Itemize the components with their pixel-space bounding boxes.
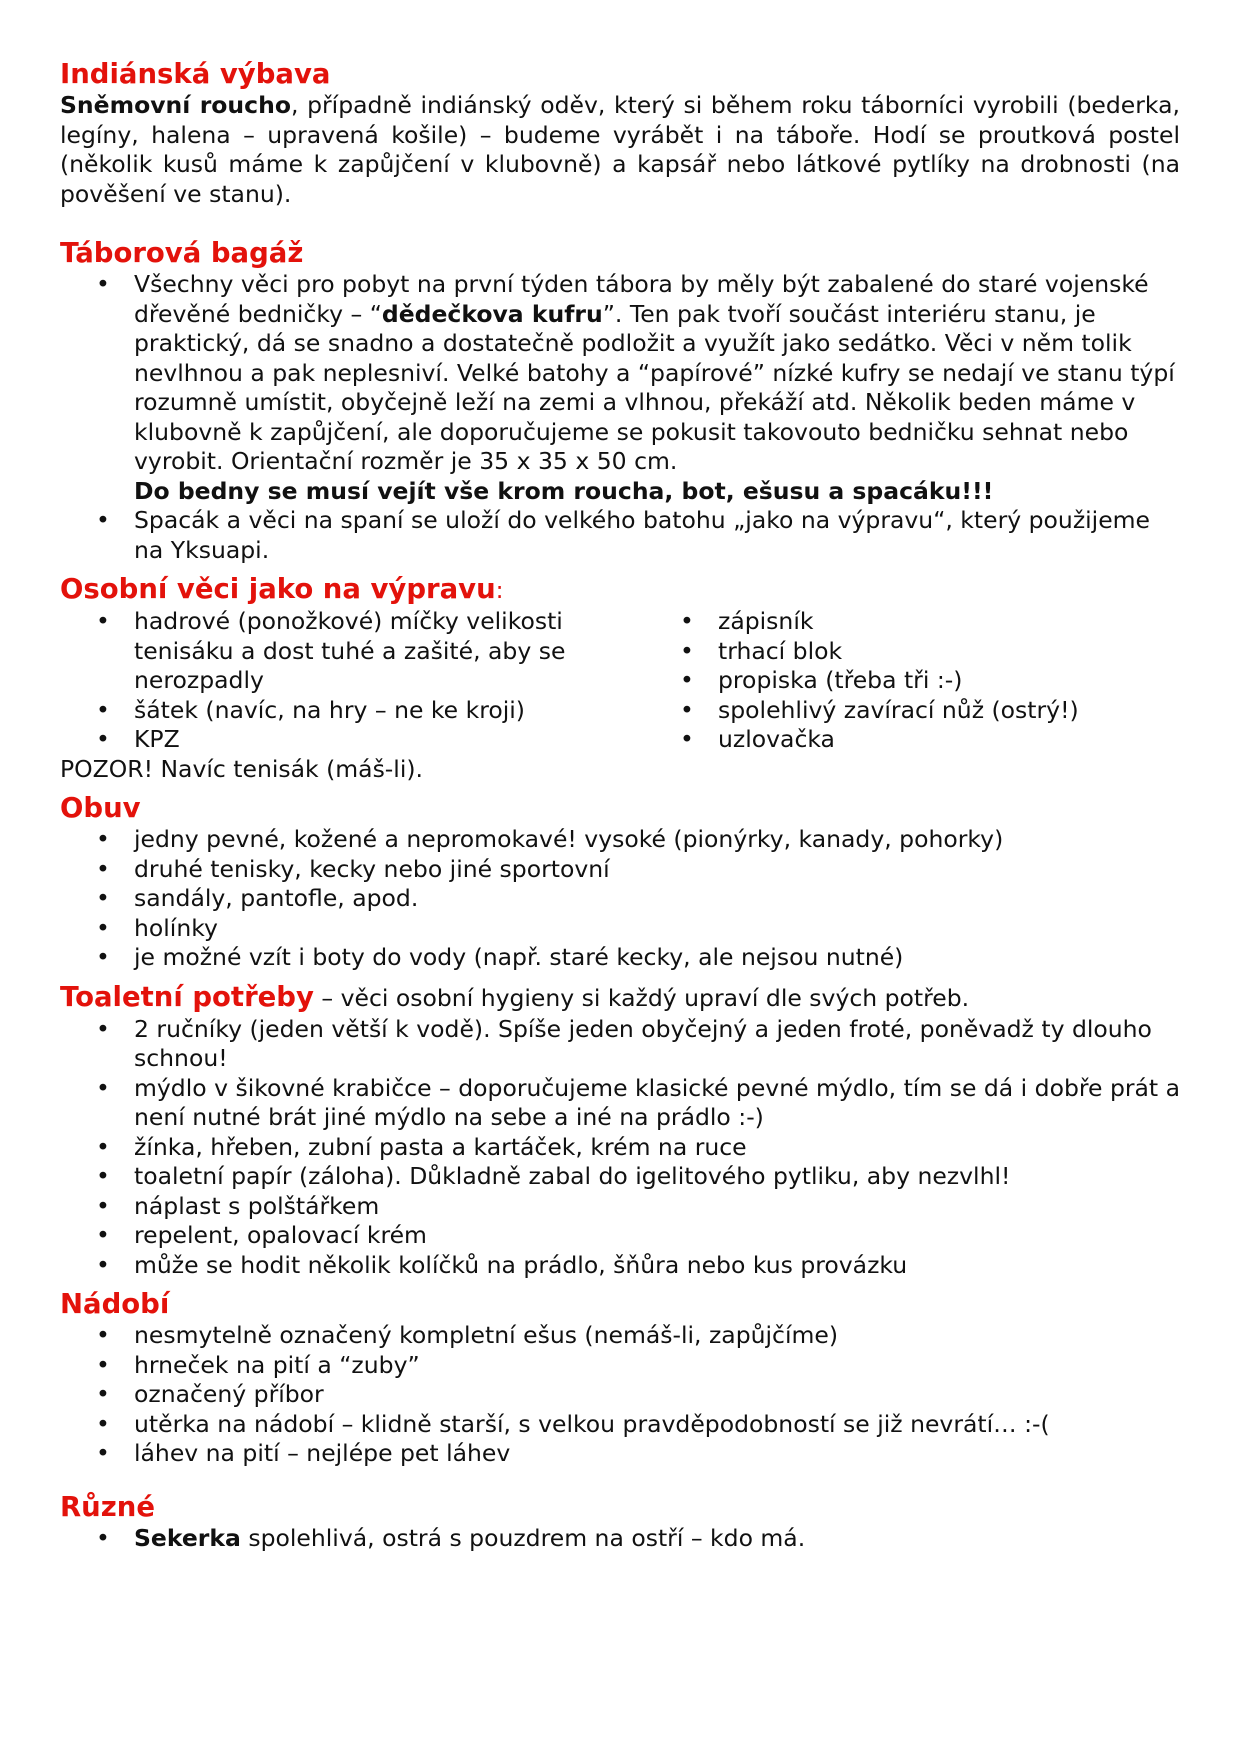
list-item bbox=[60, 1524, 1180, 1554]
list-item: • jedny pevné, kožené a nepromokavé! vysoké (pionýrky, kanady, pohorky) bbox=[60, 825, 1180, 855]
section-heading: Různé bbox=[60, 1490, 155, 1523]
item-text: ”. Ten pak tvoří součást interiéru stanu, je praktický, dá se snadno a dostatečně podložit a využít jako sedátko. Věci v něm tolik nevlhnou a pak neplesniví. Velké batohy a “papírové” nízké kufry se nedají ve stanu týpí rozumně umístit, obyčejně leží na zemi a vlhnou, překáží atd. Několik beden máme v klubovně k zapůjčení, ale doporučujeme se pokusit takovouto bedničku sehnat nebo vyrobit. Orientační rozměr je 35 x 35 x 50 cm. bbox=[134, 299, 1175, 475]
item-text: Všechny věci pro pobyt na první týden tábora by měly být zabalené do staré vojenské dřevěné bedničky – “ bbox=[134, 270, 1149, 328]
list-item: • označený příbor bbox=[60, 1380, 1180, 1410]
list-item: • může se hodit několik kolíčků na prádlo, šňůra nebo kus provázku bbox=[60, 1251, 1180, 1281]
heading-colon: : bbox=[495, 576, 504, 604]
list-item: • repelent, opalovací krém bbox=[60, 1221, 1180, 1251]
section-camp-baggage bbox=[60, 237, 1180, 565]
list-item: • propiska (třeba tři :-) bbox=[644, 666, 1180, 696]
list-item: • utěrka na nádobí – klidně starší, s velkou pravděpodobností se již nevrátí… :-( bbox=[60, 1410, 1180, 1440]
warning-text: Do bedny se musí vejít vše krom roucha, bot, ešusu a spacáku!!! bbox=[134, 476, 994, 505]
list-item: • sandály, pantofle, apod. bbox=[60, 884, 1180, 914]
heading-text: Osobní věci jako na výpravu bbox=[60, 573, 496, 605]
bullet-list bbox=[60, 1321, 1180, 1469]
list-item: • trhací blok bbox=[644, 637, 1180, 667]
section-shoes bbox=[60, 792, 1180, 973]
list-item bbox=[60, 270, 1180, 506]
list-item: • Spacák a věci na spaní se uloží do velkého batohu „jako na výpravu“, který použijeme na Yksuapi. bbox=[60, 506, 1180, 565]
section-heading bbox=[60, 573, 1180, 607]
list-item: • toaletní papír (záloha). Důkladně zabal do igelitového pytliku, aby nezvlhl! bbox=[60, 1162, 1180, 1192]
list-item: • hrneček na pití a “zuby” bbox=[60, 1351, 1180, 1381]
list-item: • uzlovačka bbox=[644, 725, 1180, 755]
section-heading: Indiánská výbava bbox=[60, 58, 331, 90]
bullet-list bbox=[60, 825, 1180, 973]
bullet-list-left bbox=[60, 607, 644, 755]
list-item: • žínka, hřeben, zubní pasta a kartáček, krém na ruce bbox=[60, 1133, 1180, 1163]
bold-term: Sekerka bbox=[134, 1523, 241, 1552]
list-item: • 2 ručníky (jeden větší k vodě). Spíše jeden obyčejný a jeden froté, poněvadž ty dlouho schnou! bbox=[60, 1015, 1180, 1074]
section-heading: Nádobí bbox=[60, 1288, 170, 1320]
list-item: • náplast s polštářkem bbox=[60, 1192, 1180, 1222]
heading-text: Toaletní potřeby bbox=[60, 980, 314, 1013]
list-item: • druhé tenisky, kecky nebo jiné sportovní bbox=[60, 855, 1180, 885]
section-dishes bbox=[60, 1288, 1180, 1469]
paragraph bbox=[60, 91, 1180, 209]
bold-term: Sněmovní roucho bbox=[60, 91, 291, 119]
list-item: • mýdlo v šikovné krabičce – doporučujeme klasické pevné mýdlo, tím se dá i dobře prát a není nutné brát jiné mýdlo na sebe a iné na prádlo :-) bbox=[60, 1074, 1180, 1133]
list-item: • nesmytelně označený kompletní ešus (nemáš-li, zapůjčíme) bbox=[60, 1321, 1180, 1351]
bullet-list bbox=[60, 1015, 1180, 1281]
section-personal-items bbox=[60, 573, 1180, 784]
document-content bbox=[60, 58, 1180, 1553]
section-heading: Obuv bbox=[60, 792, 141, 824]
bullet-list bbox=[60, 1524, 1180, 1554]
note-text: POZOR! Navíc tenisák (máš-li). bbox=[60, 754, 423, 783]
two-column-list bbox=[60, 607, 1180, 755]
paragraph-text: , případně indiánský oděv, který si během roku táborníci vyrobili (bederka, legíny, halena – upravená košile) – budeme vyrábět i na táboře. Hodí se proutková postel (několik kusů máme k zapůjčení v klubovně) a kapsář nebo látkové pytlíky na drobnosti (na pověšení ve stanu). bbox=[60, 91, 1180, 208]
heading-description: – věci osobní hygieny si každý upraví dle svých potřeb. bbox=[313, 983, 970, 1012]
bold-term: dědečkova kufru bbox=[381, 299, 603, 328]
list-item: • zápisník bbox=[644, 607, 1180, 637]
list-item: • láhev na pití – nejlépe pet láhev bbox=[60, 1439, 1180, 1469]
list-item: • je možné vzít i boty do vody (např. staré kecky, ale nejsou nutné) bbox=[60, 943, 1180, 973]
list-item: • hadrové (ponožkové) míčky velikosti tenisáku a dost tuhé a zašité, aby se nerozpadly bbox=[60, 607, 644, 696]
list-item: • KPZ bbox=[60, 725, 644, 755]
section-heading: Táborová bagáž bbox=[60, 237, 304, 269]
list-item: • holínky bbox=[60, 914, 1180, 944]
item-text: spolehlivá, ostrá s pouzdrem na ostří – kdo má. bbox=[240, 1523, 806, 1552]
section-toiletries bbox=[60, 981, 1180, 1281]
bullet-list bbox=[60, 270, 1180, 565]
list-item: • spolehlivý zavírací nůž (ostrý!) bbox=[644, 696, 1180, 726]
bullet-list-right bbox=[644, 607, 1180, 755]
section-indian-gear bbox=[60, 58, 1180, 209]
list-item: • šátek (navíc, na hry – ne ke kroji) bbox=[60, 696, 644, 726]
section-heading bbox=[60, 981, 1180, 1015]
section-misc bbox=[60, 1491, 1180, 1554]
